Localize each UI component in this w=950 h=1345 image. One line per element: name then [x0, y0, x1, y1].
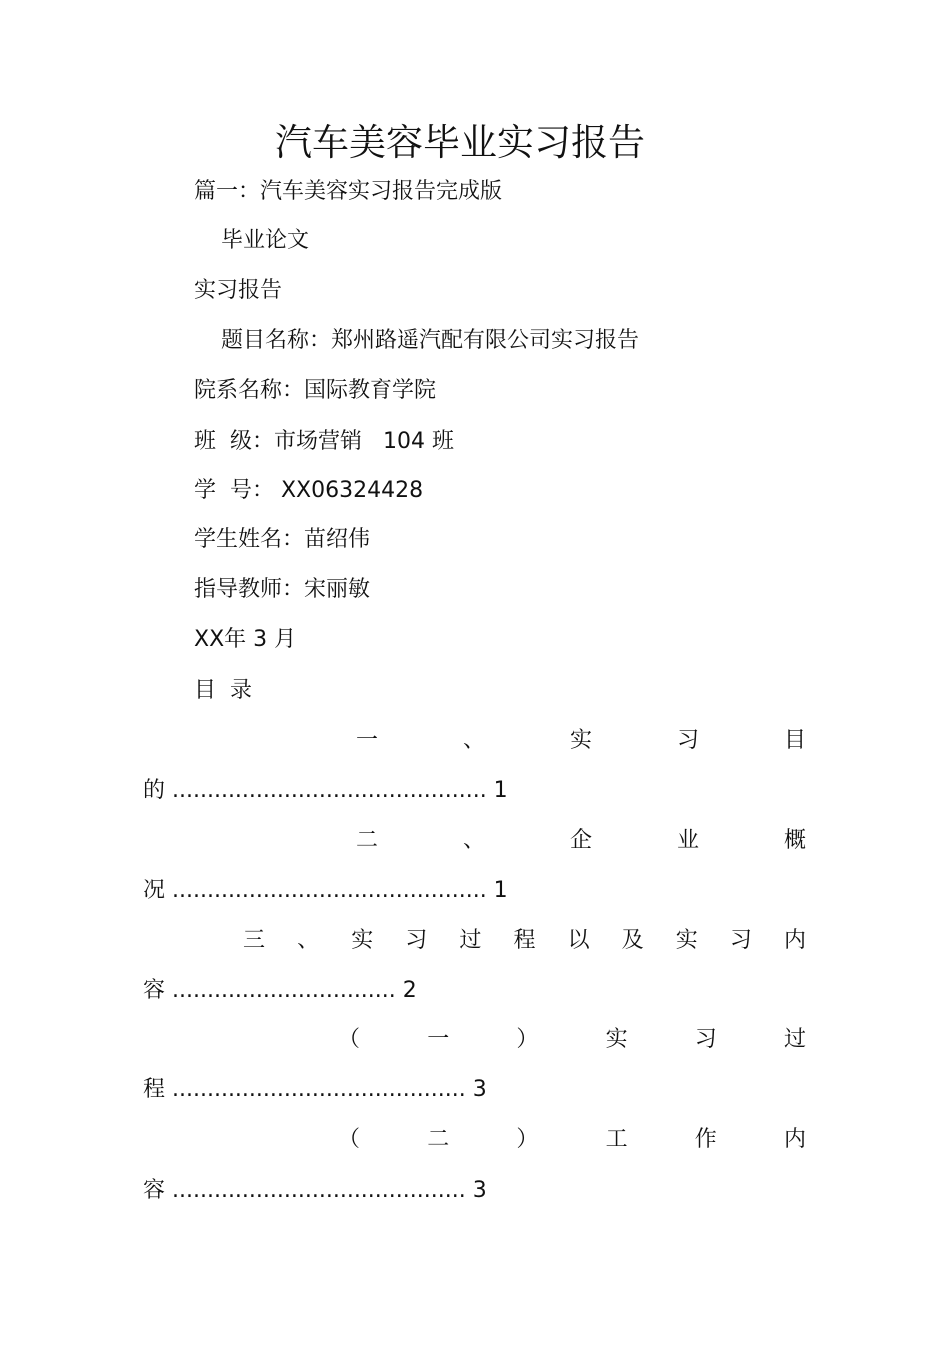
- toc-char: 目: [783, 728, 806, 753]
- toc-entry-3-leader: 容 ................................ 2: [143, 978, 417, 1003]
- toc-char: 业: [676, 828, 699, 853]
- document-title: 汽车美容毕业实习报告: [275, 121, 645, 164]
- toc-char: 二: [427, 1127, 450, 1152]
- toc-entry-1-heading: [356, 730, 806, 752]
- toc-char: 三: [243, 928, 266, 953]
- toc-char: 内: [783, 1127, 806, 1152]
- department-line: 院系名称：国际教育学院: [194, 378, 437, 403]
- toc-char: 习: [405, 928, 428, 953]
- report-label: 实习报告: [194, 278, 283, 303]
- toc-entry-2-heading: [356, 830, 806, 852]
- student-id-line: 学 号： XX06324428: [194, 478, 424, 503]
- toc-entry-5-leader: 容 .......................................... 3: [143, 1178, 487, 1203]
- class-line: 班 级：市场营销 104 班: [194, 429, 454, 454]
- topic-line: 题目名称：郑州路遥汽配有限公司实习报告: [221, 328, 640, 353]
- toc-char: 、: [462, 828, 485, 853]
- toc-char: 过: [783, 1027, 806, 1052]
- toc-char: 、: [297, 928, 320, 953]
- toc-heading: 目 录: [194, 678, 252, 703]
- toc-char: 实: [675, 928, 698, 953]
- toc-char: 及: [621, 928, 644, 953]
- toc-entry-4-leader: 程 .......................................... 3: [143, 1077, 487, 1102]
- toc-entry-5-heading: [338, 1129, 806, 1151]
- toc-entry-4-heading: [338, 1029, 806, 1051]
- student-name-line: 学生姓名：苗绍伟: [194, 527, 371, 552]
- toc-char: 过: [459, 928, 482, 953]
- toc-entry-1-leader: 的 ............................................. 1: [143, 778, 508, 803]
- toc-char: 概: [783, 828, 806, 853]
- advisor-line: 指导教师：宋丽敏: [194, 577, 371, 602]
- toc-char: （: [338, 1027, 361, 1052]
- toc-char: 习: [729, 928, 752, 953]
- date-line: XX年 3 月: [194, 627, 297, 652]
- toc-char: 实: [605, 1027, 628, 1052]
- toc-char: 一: [427, 1027, 450, 1052]
- toc-char: 企: [569, 828, 592, 853]
- toc-char: 习: [676, 728, 699, 753]
- toc-char: 实: [569, 728, 592, 753]
- toc-char: 二: [356, 828, 379, 853]
- toc-char: ）: [516, 1027, 539, 1052]
- toc-entry-3-heading: [243, 930, 806, 952]
- subtitle: 篇一：汽车美容实习报告完成版: [194, 179, 503, 204]
- toc-char: 以: [567, 928, 590, 953]
- toc-char: 作: [694, 1127, 717, 1152]
- thesis-label: 毕业论文: [221, 228, 310, 253]
- toc-char: 习: [694, 1027, 717, 1052]
- toc-char: 一: [356, 728, 379, 753]
- toc-char: 工: [605, 1127, 628, 1152]
- toc-entry-2-leader: 况 ............................................. 1: [143, 878, 508, 903]
- toc-char: （: [338, 1127, 361, 1152]
- toc-char: 程: [513, 928, 536, 953]
- toc-char: 、: [462, 728, 485, 753]
- toc-char: 实: [351, 928, 374, 953]
- toc-char: 内: [783, 928, 806, 953]
- toc-char: ）: [516, 1127, 539, 1152]
